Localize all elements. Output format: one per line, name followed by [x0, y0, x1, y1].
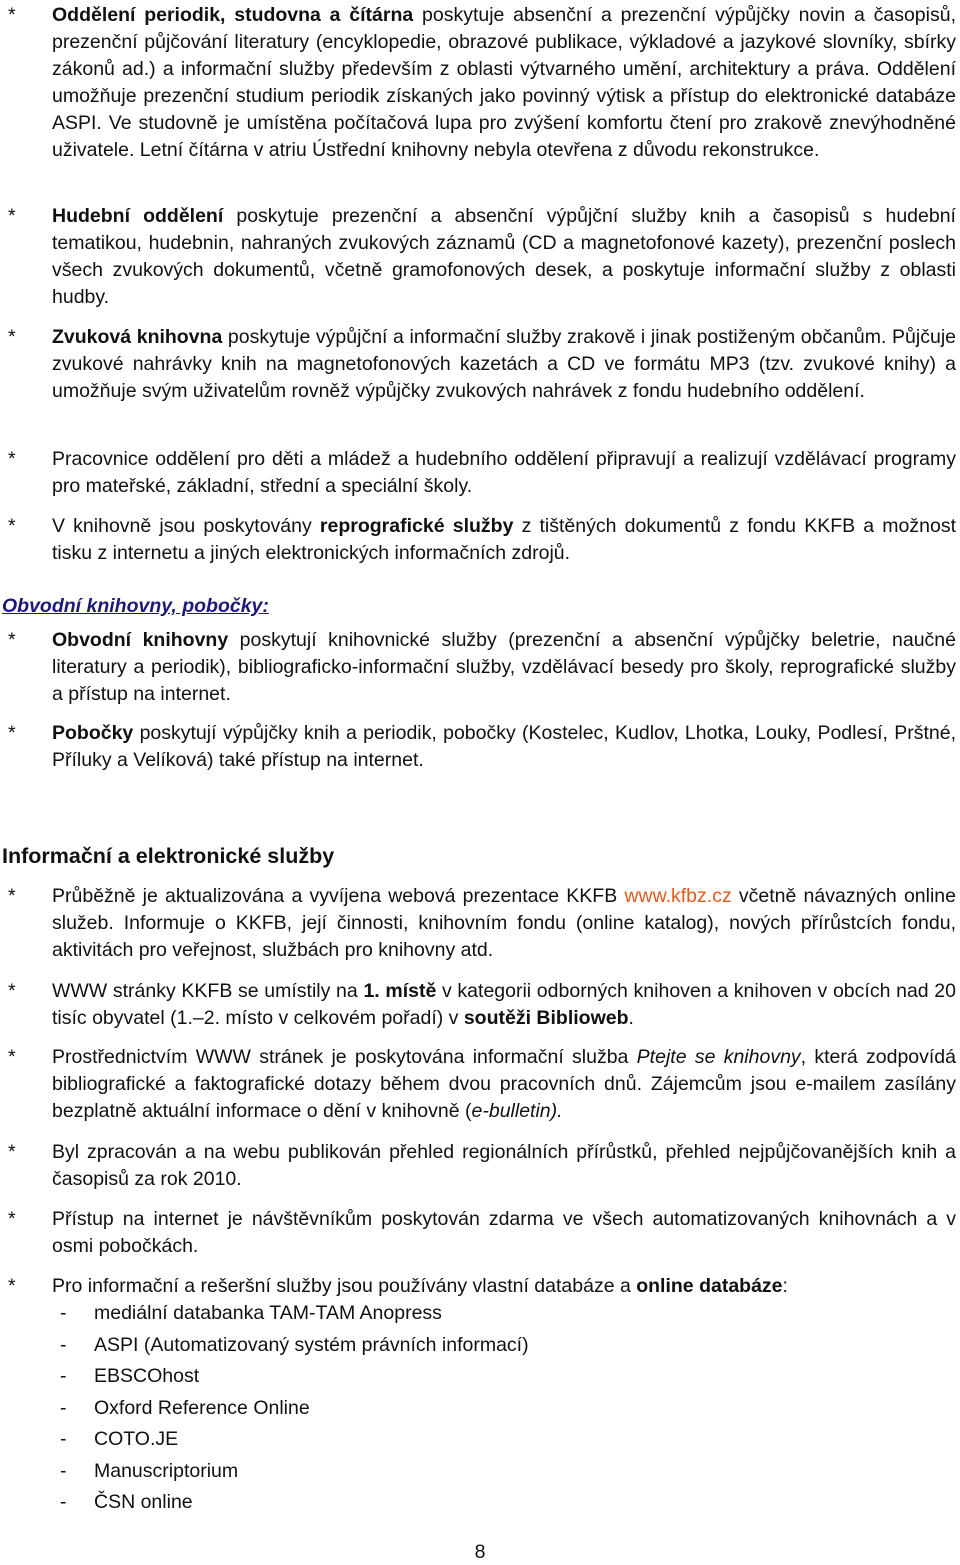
section-heading-branches: Obvodní knihovny, pobočky: [2, 595, 269, 617]
bold-term: Pobočky [52, 722, 134, 744]
list-item [60, 1393, 529, 1425]
database-name: mediální databanka TAM-TAM Anopress [94, 1302, 442, 1324]
bullet-marker: * [8, 885, 16, 907]
text-run: Přístup na internet je návštěvníkům poskytován zdarma ve všech automatizovaných knihovnách a v osmi pobočkách. [52, 1208, 956, 1257]
list-item [60, 1330, 529, 1362]
dash-marker: - [60, 1365, 67, 1387]
list-item [60, 1424, 529, 1456]
bullet-text [52, 203, 956, 311]
text-run: poskytují výpůjčky knih a periodik, pobočky (Kostelec, Kudlov, Lhotka, Louky, Podlesí, Prštné, Příluky a Velíková) také přístup na internet. [52, 722, 956, 771]
database-name: ASPI (Automatizovaný systém právních informací) [94, 1333, 529, 1356]
bullet-text [52, 446, 956, 500]
bullet-acquisitions-overview [0, 1139, 958, 1193]
section-heading-electronic-services: Informační a elektronické služby [2, 844, 335, 868]
bold-term: online databáze [636, 1275, 783, 1297]
bold-term: Obvodní knihovny [52, 629, 229, 651]
text-run: v kategorii odborných knihoven a knihoven v obcích nad 20 tisíc obyvatel (1.–2. místo v celkovém pořadí) v [52, 980, 956, 1029]
bullet-text [52, 978, 956, 1032]
bullet-reprographic [0, 513, 958, 567]
bullet-text [52, 2, 956, 164]
text-run: Pracovnice oddělení pro děti a mládež a hudebního oddělení připravují a realizují vzdělávací programy pro mateřské, základní, střední a speciální školy. [52, 448, 956, 497]
text-run: poskytuje absenční a prezenční výpůjčky novin a časopisů, prezenční půjčování literatury (encyklopedie, obrazové publikace, výkladové a jazykové slovníky, sbírky zákonů ad.) a informační služby především z oblasti výtvarného umění, architektury a práva. Oddělení umožňuje prezenční studium periodik získaných jako povinný výtisk a přístup do elektronické databáze ASPI. Ve studovně je umístěna počítačová lupa pro zvýšení komfortu čtení pro zrakově znevýhodněné uživatele. Letní čítárna v atriu Ústřední knihovny nebyla otevřena z důvodu rekonstrukce. [52, 4, 956, 161]
bold-term: soutěži Biblioweb [463, 1007, 629, 1029]
italic-term: e-bulletin). [471, 1100, 563, 1122]
website-link[interactable]: www.kfbz.cz [624, 885, 732, 907]
database-name: Manuscriptorium [94, 1459, 239, 1482]
database-name: EBSCOhost [94, 1365, 200, 1387]
bold-term: 1. místě [363, 980, 437, 1002]
text-run: poskytuje prezenční a absenční výpůjční služby knih a časopisů s hudební tematikou, hudebnin, nahraných zvukových záznamů (CD a magnetofonové kazety), prezenční poslech všech zvukových dokumentů, včetně gramofonových desek, a poskytuje informační služby z oblasti hudby. [52, 205, 956, 308]
bullet-internet-access [0, 1206, 958, 1260]
text-run: včetně návazných online služeb. Informuje o KKFB, její činnosti, knihovním fondu (online katalog), nových přírůstcích fondu, aktivitách pro veřejnost, službách pro knihovny atd. [52, 885, 956, 961]
bullet-marker: * [8, 326, 16, 348]
dash-marker: - [60, 1333, 67, 1356]
text-run: : [782, 1275, 788, 1297]
database-name: Oxford Reference Online [94, 1396, 310, 1419]
italic-term: Ptejte se knihovny [636, 1046, 801, 1068]
database-list [60, 1298, 529, 1519]
bullet-ask-the-library [0, 1044, 958, 1125]
bullet-text [52, 1044, 956, 1125]
text-run: V knihovně jsou poskytovány [52, 515, 320, 537]
text-run: Průběžně je aktualizována a vyvíjena webová prezentace KKFB [52, 885, 625, 907]
bullet-marker: * [8, 448, 16, 470]
bullet-district-libraries [0, 627, 958, 708]
bullet-branches [0, 720, 958, 774]
bullet-text [52, 1273, 956, 1300]
bullet-audio-library [0, 324, 958, 405]
bullet-music-department [0, 203, 958, 311]
list-item [60, 1456, 529, 1488]
text-run: poskytují knihovnické služby (prezenční a absenční výpůjčky beletrie, naučné literatury a periodik), bibliograficko-informační služby, vzdělávací besedy pro školy, reprografické služby a přístup na internet. [52, 629, 956, 705]
bullet-text [52, 720, 956, 774]
bullet-marker: * [8, 629, 16, 651]
dash-marker: - [60, 1459, 67, 1482]
bullet-educational-programs [0, 446, 958, 500]
bullet-text [52, 883, 956, 964]
bullet-text [52, 1139, 956, 1193]
bullet-text [52, 513, 956, 567]
text-run: Pro informační a rešeršní služby jsou používány vlastní databáze a [52, 1275, 637, 1297]
text-run: Byl zpracován a na webu publikován přehled regionálních přírůstků, přehled nejpůjčovanějších knih a časopisů za rok 2010. [52, 1141, 956, 1190]
list-item [60, 1361, 529, 1393]
bullet-marker: * [8, 722, 16, 744]
bullet-marker: * [8, 515, 16, 537]
bullet-web-presentation [0, 883, 958, 964]
bullet-text [52, 324, 956, 405]
bullet-marker: * [8, 1275, 16, 1297]
bullet-online-databases [0, 1273, 958, 1300]
list-item [60, 1487, 529, 1519]
text-run: WWW stránky KKFB se umístily na [52, 980, 364, 1002]
text-run: Prostřednictvím WWW stránek je poskytována informační služba [52, 1046, 637, 1068]
text-run: . [628, 1007, 634, 1029]
bullet-periodicals [0, 2, 958, 164]
bullet-biblioweb [0, 978, 958, 1032]
bullet-text [52, 1206, 956, 1260]
bullet-marker: * [8, 1046, 16, 1068]
page-number: 8 [474, 1541, 486, 1563]
bullet-marker: * [8, 1141, 16, 1163]
bullet-marker: * [8, 4, 16, 26]
dash-marker: - [60, 1491, 67, 1513]
bullet-marker: * [8, 1208, 16, 1230]
bold-term: Oddělení periodik, studovna a čítárna [52, 4, 414, 26]
bullet-text [52, 627, 956, 708]
bullet-marker: * [8, 205, 16, 227]
database-name: ČSN online [94, 1491, 193, 1513]
dash-marker: - [60, 1428, 67, 1450]
bold-term: Zvuková knihovna [52, 326, 223, 348]
database-name: COTO.JE [94, 1428, 179, 1450]
bold-term: Hudební oddělení [52, 205, 224, 227]
text-run: z tištěných dokumentů z fondu KKFB a možnost tisku z internetu a jiných elektronických informačních zdrojů. [52, 515, 957, 564]
text-run: poskytuje výpůjční a informační služby zrakově i jinak postiženým občanům. Půjčuje zvukové nahrávky knih na magnetofonových kazetách a CD ve formátu MP3 (tzv. zvukové knihy) a umožňuje svým uživatelům rovněž výpůjčky zvukových nahrávek z fondu hudebního oddělení. [52, 326, 956, 402]
bullet-marker: * [8, 980, 16, 1002]
dash-marker: - [60, 1302, 67, 1324]
text-run: , která zodpovídá bibliografické a faktografické dotazy během dvou pracovních dnů. Zájemcům jsou e-mailem zasílány bezplatně aktuální informace o dění v knihovně ( [52, 1046, 956, 1122]
bold-term: reprografické služby [319, 515, 514, 537]
dash-marker: - [60, 1396, 67, 1419]
list-item [60, 1298, 529, 1330]
